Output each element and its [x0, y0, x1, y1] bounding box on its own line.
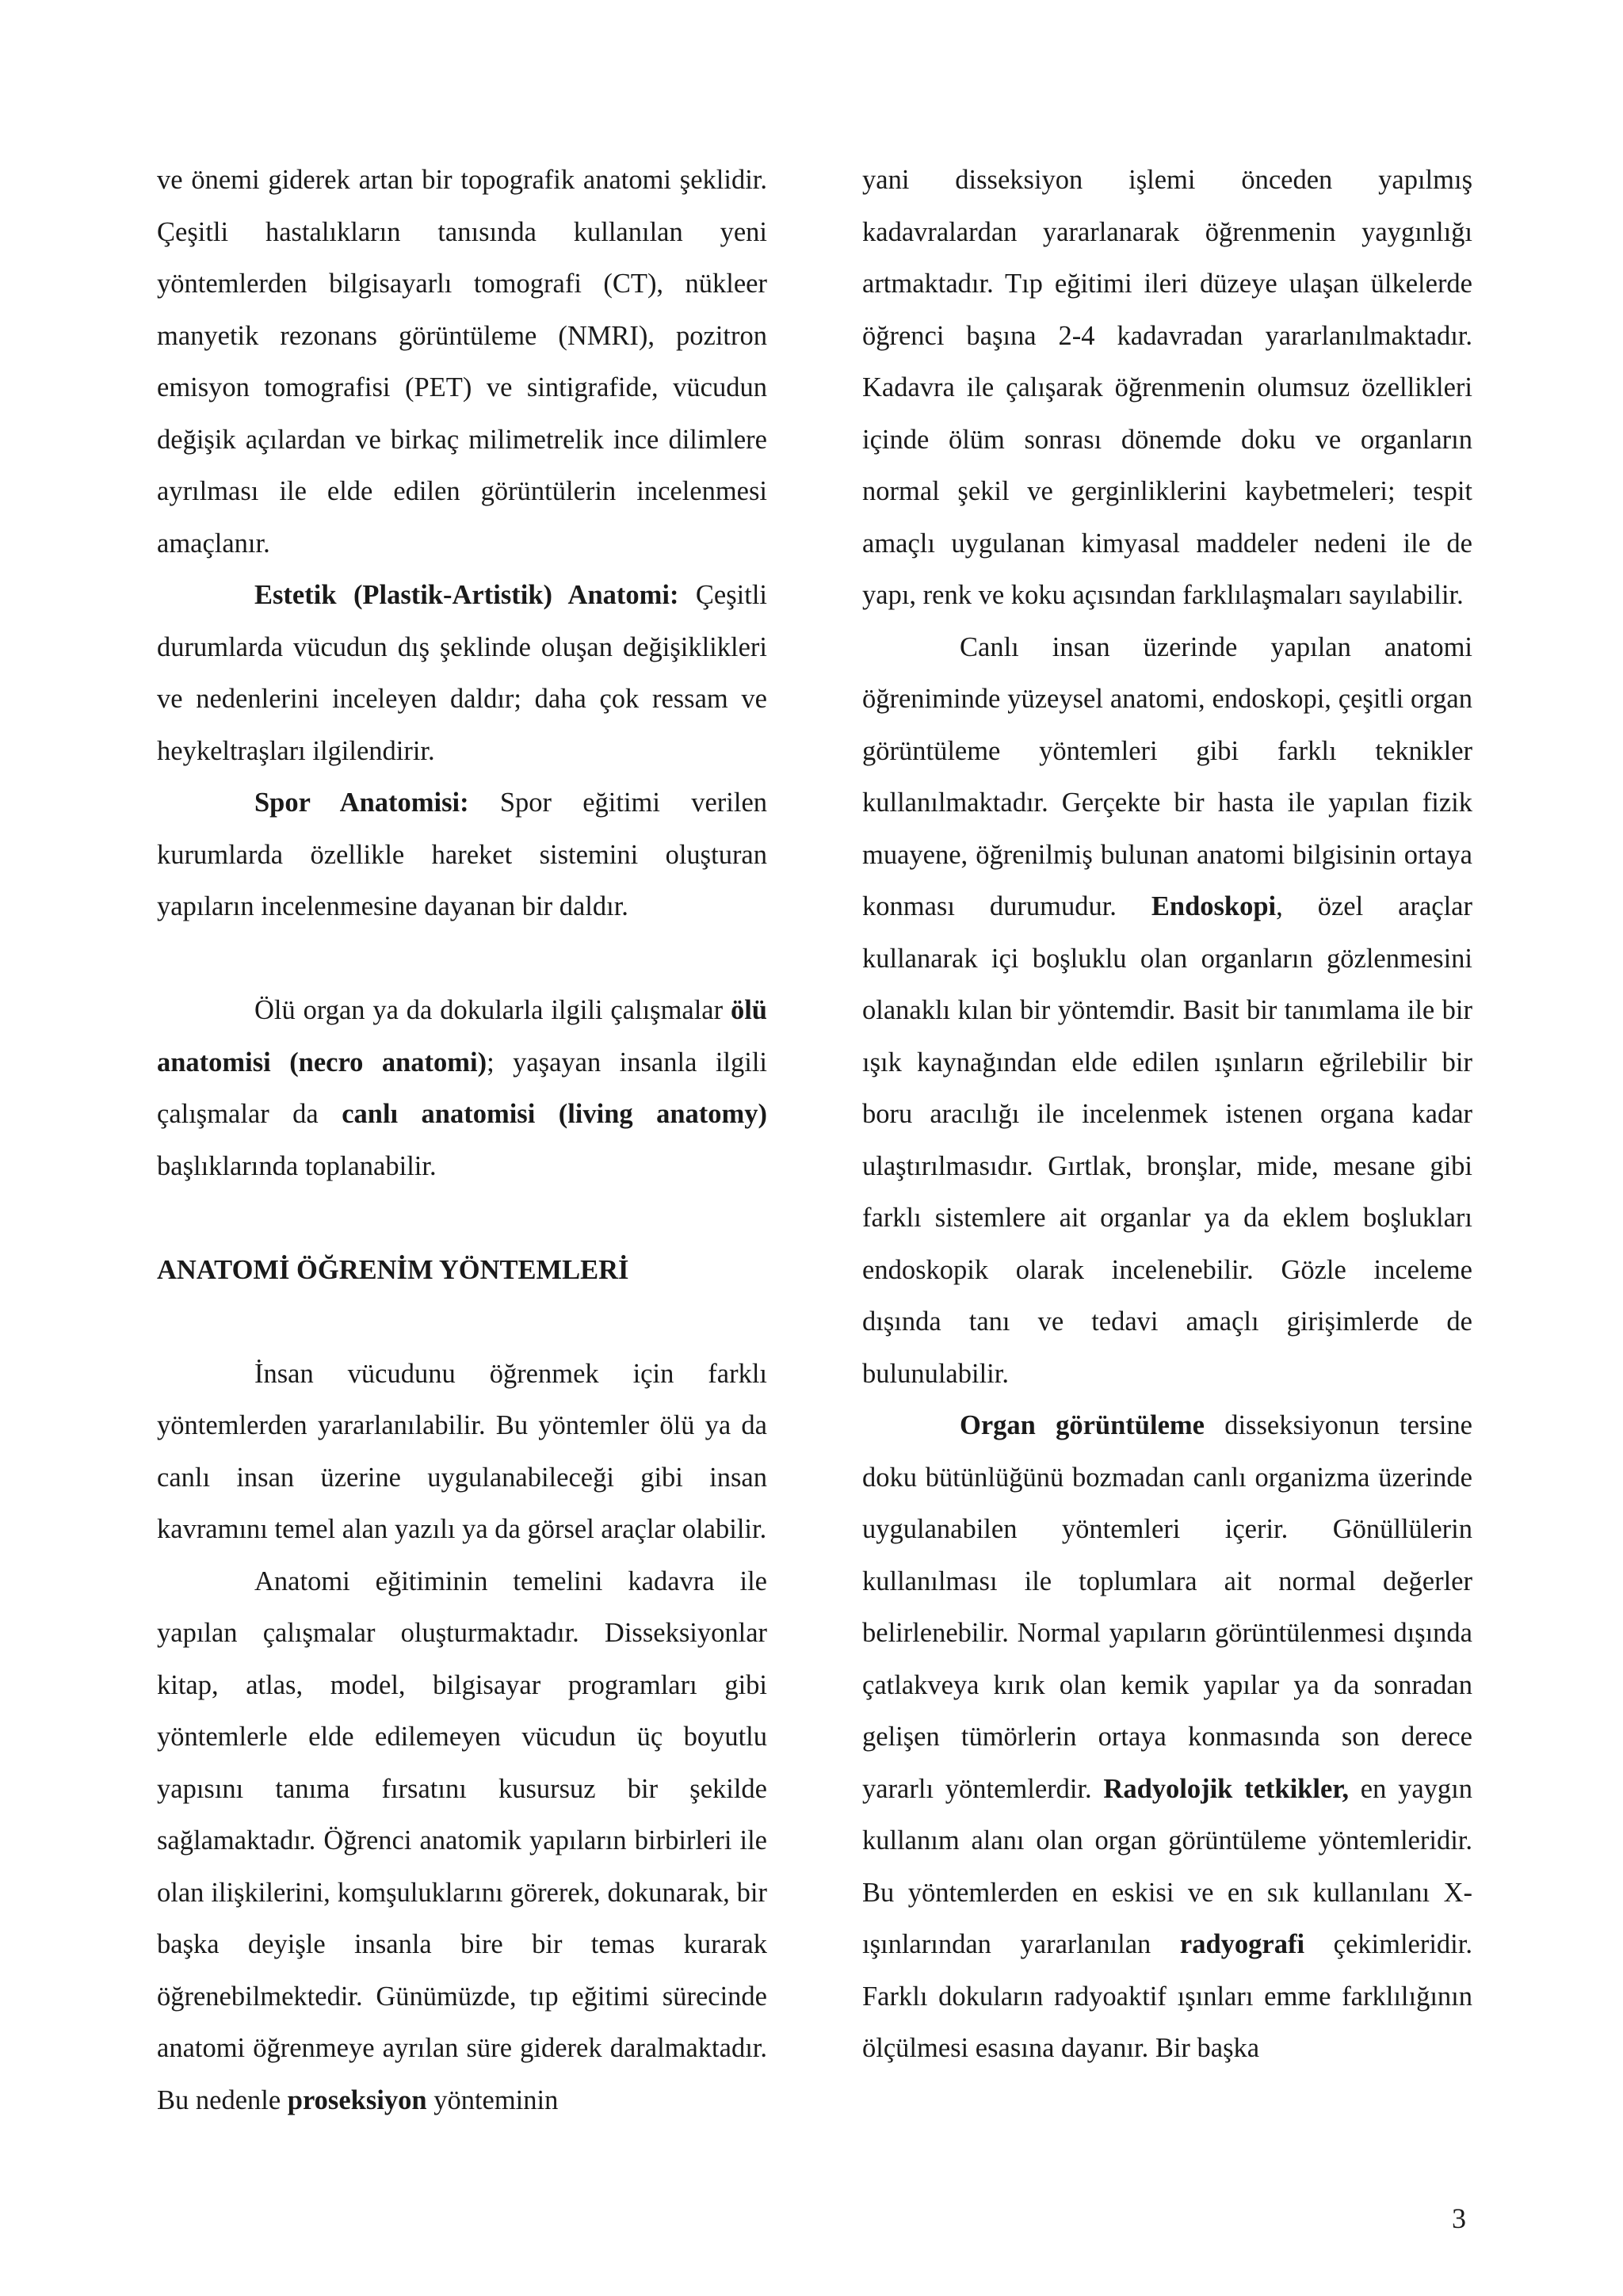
paragraph-aesthetic-anatomy	[157, 570, 767, 777]
paragraph-living-anatomy-endoscopy	[862, 622, 1472, 1401]
text-segment: ; yaşayan insanla ilgili çalışmalar da	[157, 1047, 767, 1129]
text-segment: Canlı insan üzerinde yapılan anatomi öğreniminde yüzeysel anatomi, endoskopi, çeşitli organ görüntüleme yöntemleri gibi farklı teknikler kullanılmaktadır. Gerçekte bir hasta ile yapılan fizik muayene, öğrenilmiş bulunan anatomi bilgisinin ortaya konması durumudur.	[862, 631, 1472, 921]
text-segment: disseksiyonun tersine doku bütünlüğünü bozmadan canlı organizma üzerinde uygulanabilen yöntemleri içerir. Gönüllülerin kullanılması ile toplumlara ait normal değerler belirlenebilir. Normal yapıların görüntülenmesi dışında çatlakveya kırık olan kemik yapılar ya da sonradan gelişen tümörlerin ortaya konmasında son derece yararlı yöntemlerdir.	[862, 1410, 1472, 1804]
spacer	[157, 933, 767, 986]
term-radiological-exams: Radyolojik tetkikler,	[1103, 1773, 1350, 1804]
term-necro-anatomy: ölü anatomisi (necro anatomi)	[157, 995, 767, 1077]
definition-aesthetic-anatomy: Çeşitli durumlarda vücudun dış şeklinde oluşan değişiklikleri ve nedenlerini inceleyen daldır; daha çok ressam ve heykeltraşları ilgilendirir.	[157, 580, 767, 766]
paragraph-topographic-methods: ve önemi giderek artan bir topografik anatomi şeklidir. Çeşitli hastalıkların tanısında kullanılan yeni yöntemlerden bilgisayarlı tomografi (CT), nükleer manyetik rezonans görüntüleme (NMRI), pozitron emisyon tomografisi (PET) ve sintigrafide, vücudun değişik açılardan ve birkaç milimetrelik ince dilimlere ayrılması ile elde edilen görüntülerin incelenmesi amaçlanır.	[157, 165, 767, 559]
term-radiography: radyografi	[1179, 1929, 1305, 1959]
term-aesthetic-anatomy: Estetik (Plastik-Artistik) Anatomi:	[254, 580, 679, 610]
text-segment: Anatomi eğitiminin temelini kadavra ile yapılan çalışmalar oluşturmaktadır. Disseksiyonlar kitap, atlas, model, bilgisayar programları gibi yöntemlerle elde edilemeyen vücudun üç boyutlu yapısını tanıma fırsatını kusursuz bir şekilde sağlamaktadır. Öğrenci anatomik yapıların birbirleri ile olan ilişkilerini, komşuluklarını görerek, dokunarak, bir başka deyişle insanla bire bir temas kurarak öğrenebilmektedir. Günümüzde, tıp eğitimi sürecinde anatomi öğrenmeye ayrılan süre giderek daralmaktadır. Bu nedenle	[157, 1566, 767, 2115]
spacer	[157, 1296, 767, 1348]
left-column	[157, 154, 767, 2126]
paragraph-sports-anatomy	[157, 777, 767, 933]
text-segment: yönteminin	[426, 2084, 559, 2115]
paragraph-learning-methods: İnsan vücudunu öğrenmek için farklı yöntemlerden yararlanılabilir. Bu yöntemler ölü ya da canlı insan üzerine uygulanabileceği gibi insan kavramını temel alan yazılı ya da görsel araçlar olabilir.	[157, 1358, 767, 1544]
text-segment: en yaygın kullanım alanı olan organ görüntüleme yöntemleridir. Bu yöntemlerden en eskisi ve en sık kullanılanı X-ışınlarından yararlanılan	[862, 1773, 1472, 1959]
text-segment: çekimleridir. Farklı dokuların radyoaktif ışınları emme farklılığının ölçülmesi esasına dayanır. Bir başka	[862, 1929, 1472, 2063]
paragraph-cadaver-education	[157, 1556, 767, 2127]
paragraph-dissection-continued: yani disseksiyon işlemi önceden yapılmış kadavralardan yararlanarak öğrenmenin yaygınlığı artmaktadır. Tıp eğitimi ileri düzeye ulaşan ülkelerde öğrenci başına 2-4 kadavradan yararlanılmaktadır. Kadavra ile çalışarak öğrenmenin olumsuz özellikleri içinde ölüm sonrası dönemde doku ve organların normal şekil ve gerginliklerini kaybetmeleri; tespit amaçlı uygulanan kimyasal maddeler nedeni ile de yapı, renk ve koku açısından farklılaşmaları sayılabilir.	[862, 165, 1472, 610]
section-heading: ANATOMİ ÖĞRENİM YÖNTEMLERİ	[157, 1254, 629, 1285]
term-prosection: proseksiyon	[287, 2084, 427, 2115]
paragraph-organ-imaging	[862, 1400, 1472, 2075]
text-segment: , özel araçlar kullanarak içi boşluklu olan organların gözlenmesini olanaklı kılan bir yöntemdir. Basit bir tanımlama ile bir ışık kaynağından elde edilen ışınların eğrilebilir bir boru aracılığı ile incelenmek istenen organa kadar ulaştırılmasıdır. Gırtlak, bronşlar, mide, mesane gibi farklı sistemlere ait organlar ya da eklem boşlukları endoskopik olarak incelenebilir. Gözle inceleme dışında tanı ve tedavi amaçlı girişimlerde de bulunulabilir.	[862, 891, 1472, 1389]
spacer	[157, 1192, 767, 1245]
text-segment: başlıklarında toplanabilir.	[157, 1150, 437, 1181]
text-segment: Ölü organ ya da dokularla ilgili çalışmalar	[254, 995, 731, 1025]
definition-sports-anatomy: Spor eğitimi verilen kurumlarda özellikle hareket sistemini oluşturan yapıların incelenmesine dayanan bir daldır.	[157, 788, 768, 921]
term-organ-imaging: Organ görüntüleme	[960, 1410, 1205, 1440]
page-number: 3	[1452, 2203, 1466, 2234]
term-endoscopy: Endoskopi	[1151, 891, 1277, 921]
right-column	[862, 154, 1472, 2075]
term-sports-anatomy: Spor Anatomisi:	[254, 788, 469, 818]
paragraph-dead-living-anatomy	[157, 985, 767, 1192]
term-living-anatomy: canlı anatomisi (living anatomy)	[342, 1099, 767, 1129]
